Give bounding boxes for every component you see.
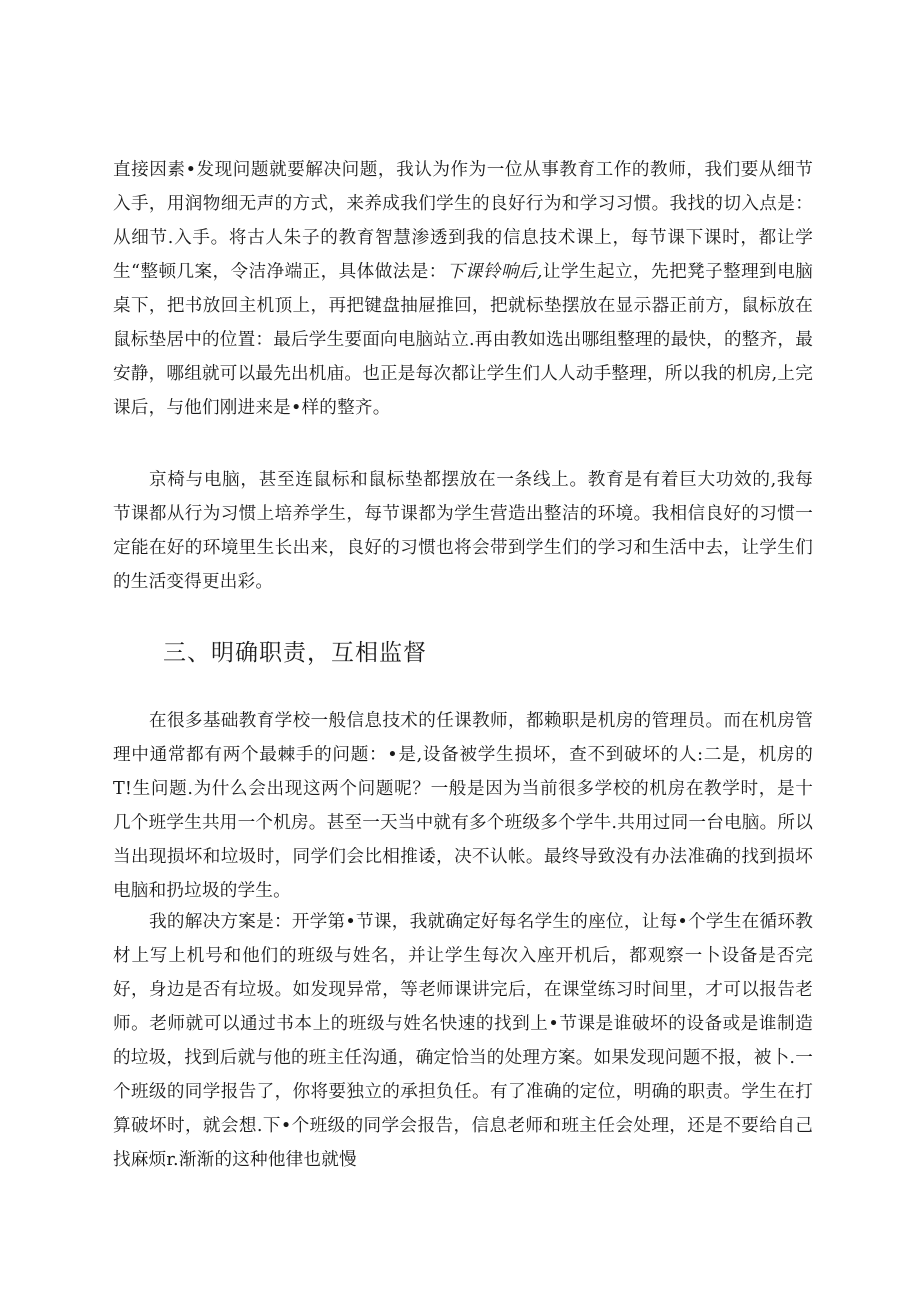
paragraph-classroom-tidying — [113, 153, 813, 425]
paragraph-text: 直接因素•发现问题就要解决问题，我认为作为一位从事教育工作的教师，我们要从细节入手，用润物细无声的方式，来养成我们学生的良好行为和学习习惯。我找的切入点是：从细节.入手。将古人朱子的教育智慧渗透到我的信息技术课上，每节课下课时，都让学生“整顿几案，令洁净端正，具体做法是： — [113, 160, 813, 282]
section-heading: 三、明确职责，互相监督 — [163, 640, 427, 666]
paragraph-solution: 我的解决方案是：开学第•节课，我就确定好每名学生的座位，让每•个学生在循环教材上写上机号和他们的班级与姓名，并让学生每次入座开机后，都观察一卜设备是否完好，身边是否有垃圾。如发现异常，等老师课讲完后，在课堂练习时间里，才可以报告老师。老师就可以通过书本上的班级与姓名快速的找到上•节课是谁破坏的设备或是谁制造的垃圾，找到后就与他的班主任沟通，确定恰当的处理方案。如果发现问题不报，被卜.一个班级的同学报告了，你将要独立的承担负任。有了准确的定位，明确的职责。学生在打算破坏时，就会想.下•个班级的同学会报告，信息老师和班主任会处理，还是不要给自己找麻烦r.渐渐的这种他律也就慢 — [113, 912, 813, 1170]
paragraph-lab-problems: 在很多基础教育学校一般信息技术的任课教师，都赖职是机房的管理员。而在机房管理中通常都有两个最棘手的问题：•是,设备被学生损坏，查不到破坏的人:二是，机房的T!生问题.为什么会出现这两个问题呢？一般是因为当前很多学校的机房在教学时，是十几个班学生共用一个机房。甚至一天当中就有多个班级多个学牛.共用过同一台电脑。所以当出现损坏和垃圾时，同学们会比相推诿，决不认帐。最终导致没有办法准确的找到损坏电脑和扔垃圾的学生。 — [113, 711, 813, 901]
paragraph-good-habits: 京椅与电脑，甚至连鼠标和鼠标垫都摆放在一条线上。教育是有着巨大功效的,我每节课都从行为习惯上培养学生，每节课都为学生营造出整洁的环境。我相信良好的习惯一定能在好的环境里生长出来，良好的习惯也将会带到学生们的学习和生活中去，让学生们的生活变得更出彩。 — [113, 470, 813, 592]
paragraph-text: 让学生起立，先把凳子整理到电脑桌下，把书放回主机顶上，再把键盘抽屉推回，把就标垫摆放在显示器正前方，鼠标放在鼠标垫居中的位置：最后学生要面向电脑站立.再由教如选出哪组整理的最快，的整齐，最安静，哪组就可以最先出机庙。也正是每次都让学生们人人动手整理，所以我的机房,上完课后，与他们刚进来是•样的整齐。 — [113, 262, 814, 418]
emphasis-text: 下课铃响后, — [446, 262, 543, 282]
